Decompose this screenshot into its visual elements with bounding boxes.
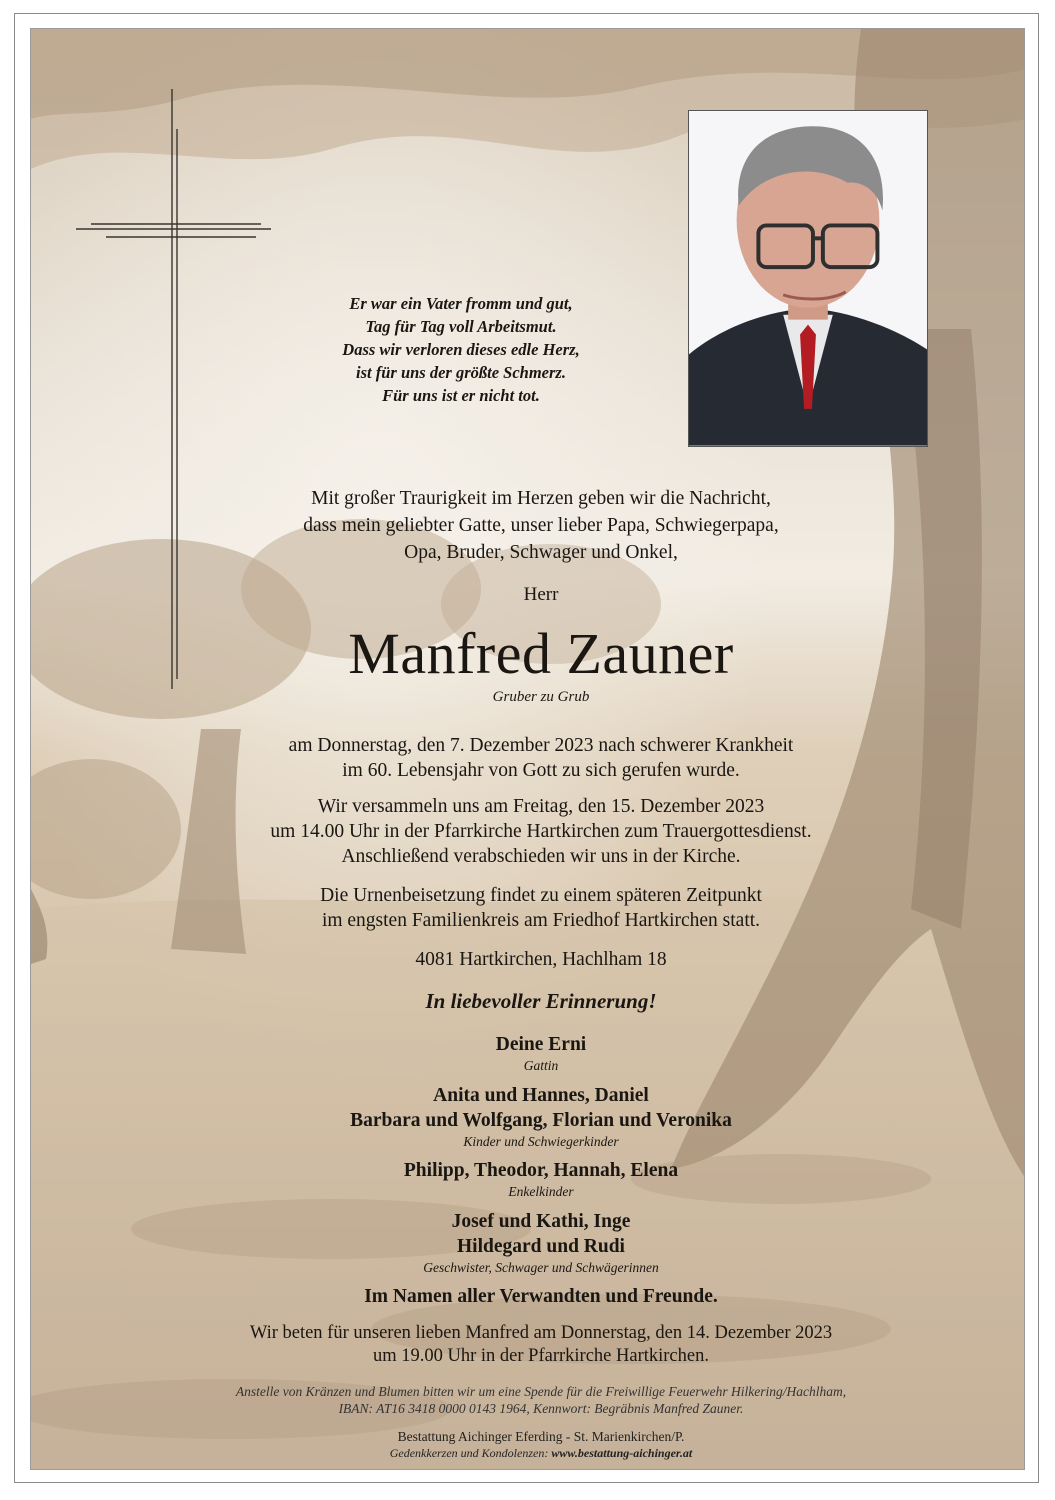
donation-line: Anstelle von Kränzen und Blumen bitten wir um eine Spende für die Freiwillige Feuerwehr Hilkering/Hachlham,	[235, 1384, 847, 1399]
service-notice	[141, 794, 941, 869]
donation-line: IBAN: AT16 3418 0000 0143 1964, Kennwort: Begräbnis Manfred Zauner.	[338, 1401, 744, 1416]
mourner-names: Barbara und Wolfgang, Florian und Veronika	[350, 1110, 732, 1131]
poem-line: Für uns ist er nicht tot.	[382, 386, 540, 405]
poem-line: Dass wir verloren dieses edle Herz,	[342, 340, 580, 359]
prayer-line: Wir beten für unseren lieben Manfred am Donnerstag, den 14. Dezember 2023	[249, 1323, 833, 1343]
obituary-card	[30, 28, 1025, 1470]
mourner-names: Deine Erni	[495, 1034, 587, 1055]
paragraph-line: im engsten Familienkreis am Friedhof Hartkirchen statt.	[321, 910, 761, 931]
mourner-relation: Geschwister, Schwager und Schwägerinnen	[423, 1260, 659, 1275]
mourner-relation: Enkelkinder	[508, 1184, 574, 1199]
deceased-name: Manfred Zauner	[348, 621, 734, 686]
mourner-relation: Kinder und Schwiegerkinder	[463, 1134, 619, 1149]
paragraph-line: im 60. Lebensjahr von Gott zu sich gerufen wurde.	[342, 760, 740, 781]
intro-line: dass mein geliebter Gatte, unser lieber Papa, Schwiegerpapa,	[303, 515, 779, 536]
poem-line: ist für uns der größte Schmerz.	[356, 363, 566, 382]
poem-line: Tag für Tag voll Arbeitsmut.	[365, 317, 557, 336]
intro-line: Mit großer Traurigkeit im Herzen geben wir die Nachricht,	[311, 488, 771, 509]
mourner-group	[181, 1158, 901, 1201]
website-link[interactable]: www.bestattung-aichinger.at	[551, 1446, 693, 1460]
prayer-notice	[141, 1322, 941, 1368]
paragraph-line: Anschließend verabschieden wir uns in der Kirche.	[341, 846, 741, 867]
closing-line: Im Namen aller Verwandten und Freunde.	[364, 1286, 718, 1307]
paragraph-line: am Donnerstag, den 7. Dezember 2023 nach schwerer Krankheit	[288, 735, 794, 756]
paragraph-line: um 14.00 Uhr in der Pfarrkirche Hartkirchen zum Trauergottesdienst.	[270, 821, 812, 842]
mourner-names: Anita und Hannes, Daniel	[433, 1085, 649, 1106]
mourner-relation: Gattin	[523, 1058, 559, 1073]
intro-text	[161, 485, 921, 566]
prayer-line: um 19.00 Uhr in der Pfarrkirche Hartkirchen.	[373, 1346, 709, 1366]
intro-line: Opa, Bruder, Schwager und Onkel,	[404, 542, 678, 563]
memory-line: In liebevoller Erinnerung!	[425, 989, 657, 1013]
mourner-names: Josef und Kathi, Inge	[451, 1211, 631, 1232]
burial-notice	[141, 883, 941, 933]
mourner-group	[181, 1032, 901, 1075]
deceased-title: Herr	[523, 584, 559, 605]
undertaker-contact	[231, 1445, 851, 1461]
paragraph-line: Wir versammeln uns am Freitag, den 15. Dezember 2023	[317, 796, 765, 817]
undertaker-info	[231, 1429, 851, 1461]
mourner-group	[181, 1083, 901, 1151]
death-notice	[141, 733, 941, 783]
poem-line: Er war ein Vater fromm und gut,	[349, 294, 573, 313]
paragraph-line: Die Urnenbeisetzung findet zu einem späteren Zeitpunkt	[320, 885, 762, 906]
undertaker-name: Bestattung Aichinger Eferding - St. Marienkirchen/P.	[397, 1429, 685, 1444]
mourner-group	[181, 1209, 901, 1277]
mourner-names: Hildegard und Rudi	[457, 1236, 625, 1257]
deceased-byname: Gruber zu Grub	[492, 689, 590, 705]
condolence-label: Gedenkkerzen und Kondolenzen:	[389, 1446, 552, 1460]
address	[141, 947, 941, 972]
address-line: 4081 Hartkirchen, Hachlham 18	[415, 949, 667, 970]
poem	[251, 292, 671, 407]
mourner-names: Philipp, Theodor, Hannah, Elena	[403, 1160, 679, 1181]
donation-note	[141, 1383, 941, 1417]
